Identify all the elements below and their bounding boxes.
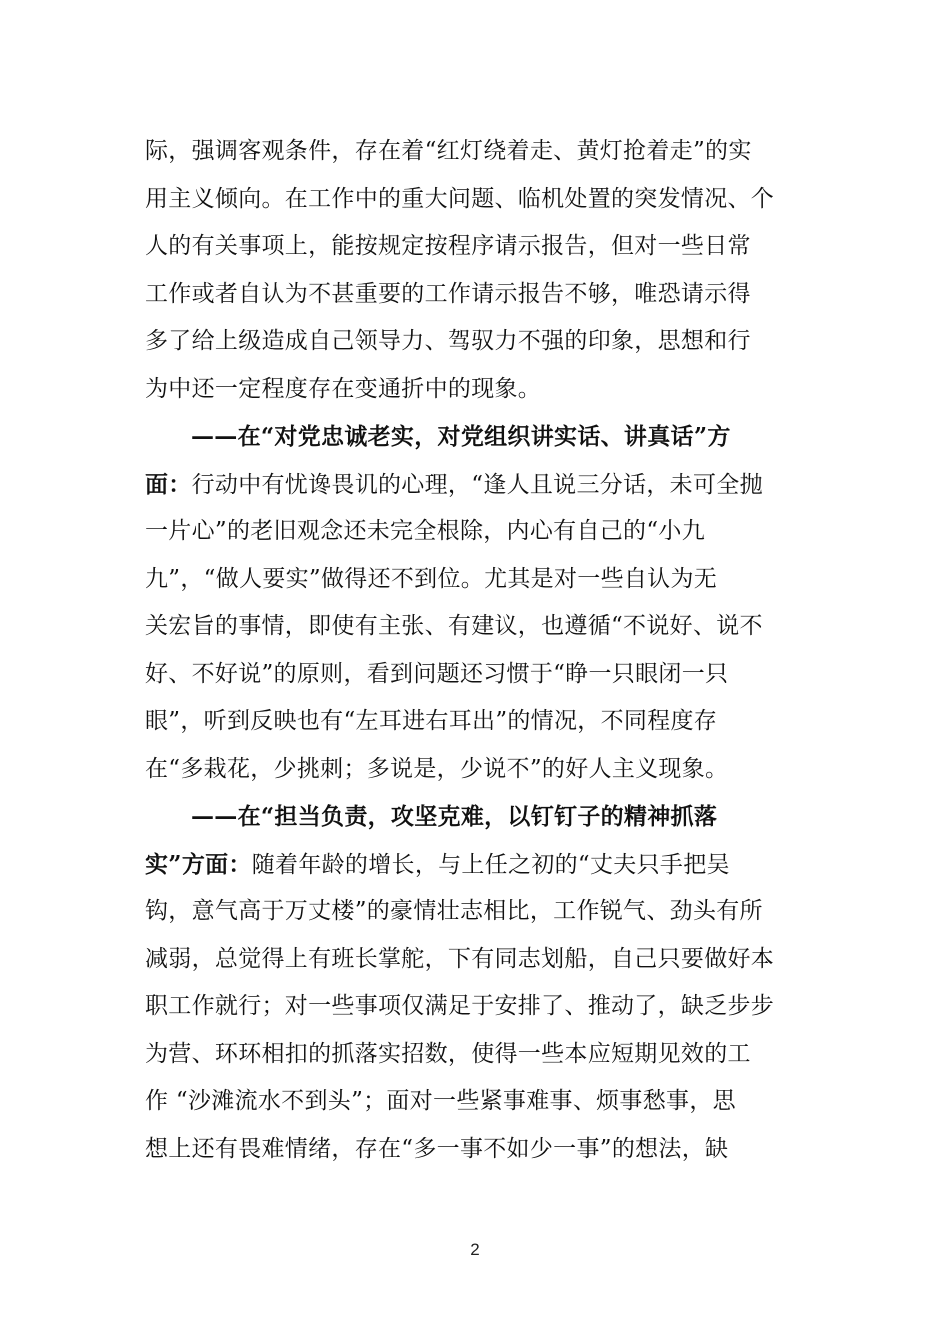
text-line: 关宏旨的事情，即使有主张、有建议，也遵循“不说好、说不 — [145, 613, 763, 639]
text-line: 实”方面：随着年龄的增长，与上任之初的“丈夫只手把吴 — [145, 850, 730, 878]
section-heading-loyalty: ——在“对党忠诚老实，对党组织讲实话、讲真话”方 — [191, 423, 731, 450]
text-line: 用主义倾向。在工作中的重大问题、临机处置的突发情况、个 — [145, 185, 775, 212]
text-line: 一片心”的老旧观念还未完全根除，内心有自己的“小九 — [145, 518, 706, 544]
text-line: 多了给上级造成自己领导力、驾驭力不强的印象，思想和行 — [145, 328, 751, 354]
text-line: 为营、环环相扣的抓落实招数，使得一些本应短期见效的工 — [145, 1040, 751, 1067]
text-line: 九”，“做人要实”做得还不到位。尤其是对一些自认为无 — [145, 565, 718, 592]
text-line: 在“多栽花，少挑刺；多说是，少说不”的好人主义现象。 — [145, 755, 729, 782]
page-number: 2 — [470, 1240, 480, 1259]
text-line: 眼”，听到反映也有“左耳进右耳出”的情况，不同程度存 — [145, 708, 718, 734]
text-line: 作 “沙滩流水不到头”；面对一些紧事难事、烦事愁事，思 — [145, 1088, 736, 1114]
section-heading-responsibility: ——在“担当负责，攻坚克难，以钉钉子的精神抓落 — [191, 803, 718, 830]
text-line: 职工作就行；对一些事项仅满足于安排了、推动了，缺乏步步 — [145, 993, 775, 1019]
text-line: 好、不好说”的原则，看到问题还习惯于“睁一只眼闭一只 — [145, 660, 729, 687]
body-text — [145, 128, 807, 1173]
text-line: 工作或者自认为不甚重要的工作请示报告不够，唯恐请示得 — [145, 280, 751, 307]
text-line: 为中还一定程度存在变通折中的现象。 — [145, 375, 542, 402]
text-line: 面：行动中有忧谗畏讥的心理，“逢人且说三分话，未可全抛 — [145, 470, 763, 498]
text-line: 减弱，总觉得上有班长掌舵，下有同志划船，自己只要做好本 — [145, 945, 775, 972]
text-line: 际，强调客观条件，存在着“红灯绕着走、黄灯抢着走”的实 — [145, 138, 752, 164]
text-line: 想上还有畏难情绪，存在“多一事不如少一事”的想法，缺 — [145, 1135, 729, 1162]
text-line: 钩，意气高于万丈楼”的豪情壮志相比，工作锐气、劲头有所 — [145, 898, 763, 924]
text-line: 人的有关事项上，能按规定按程序请示报告，但对一些日常 — [145, 233, 751, 259]
